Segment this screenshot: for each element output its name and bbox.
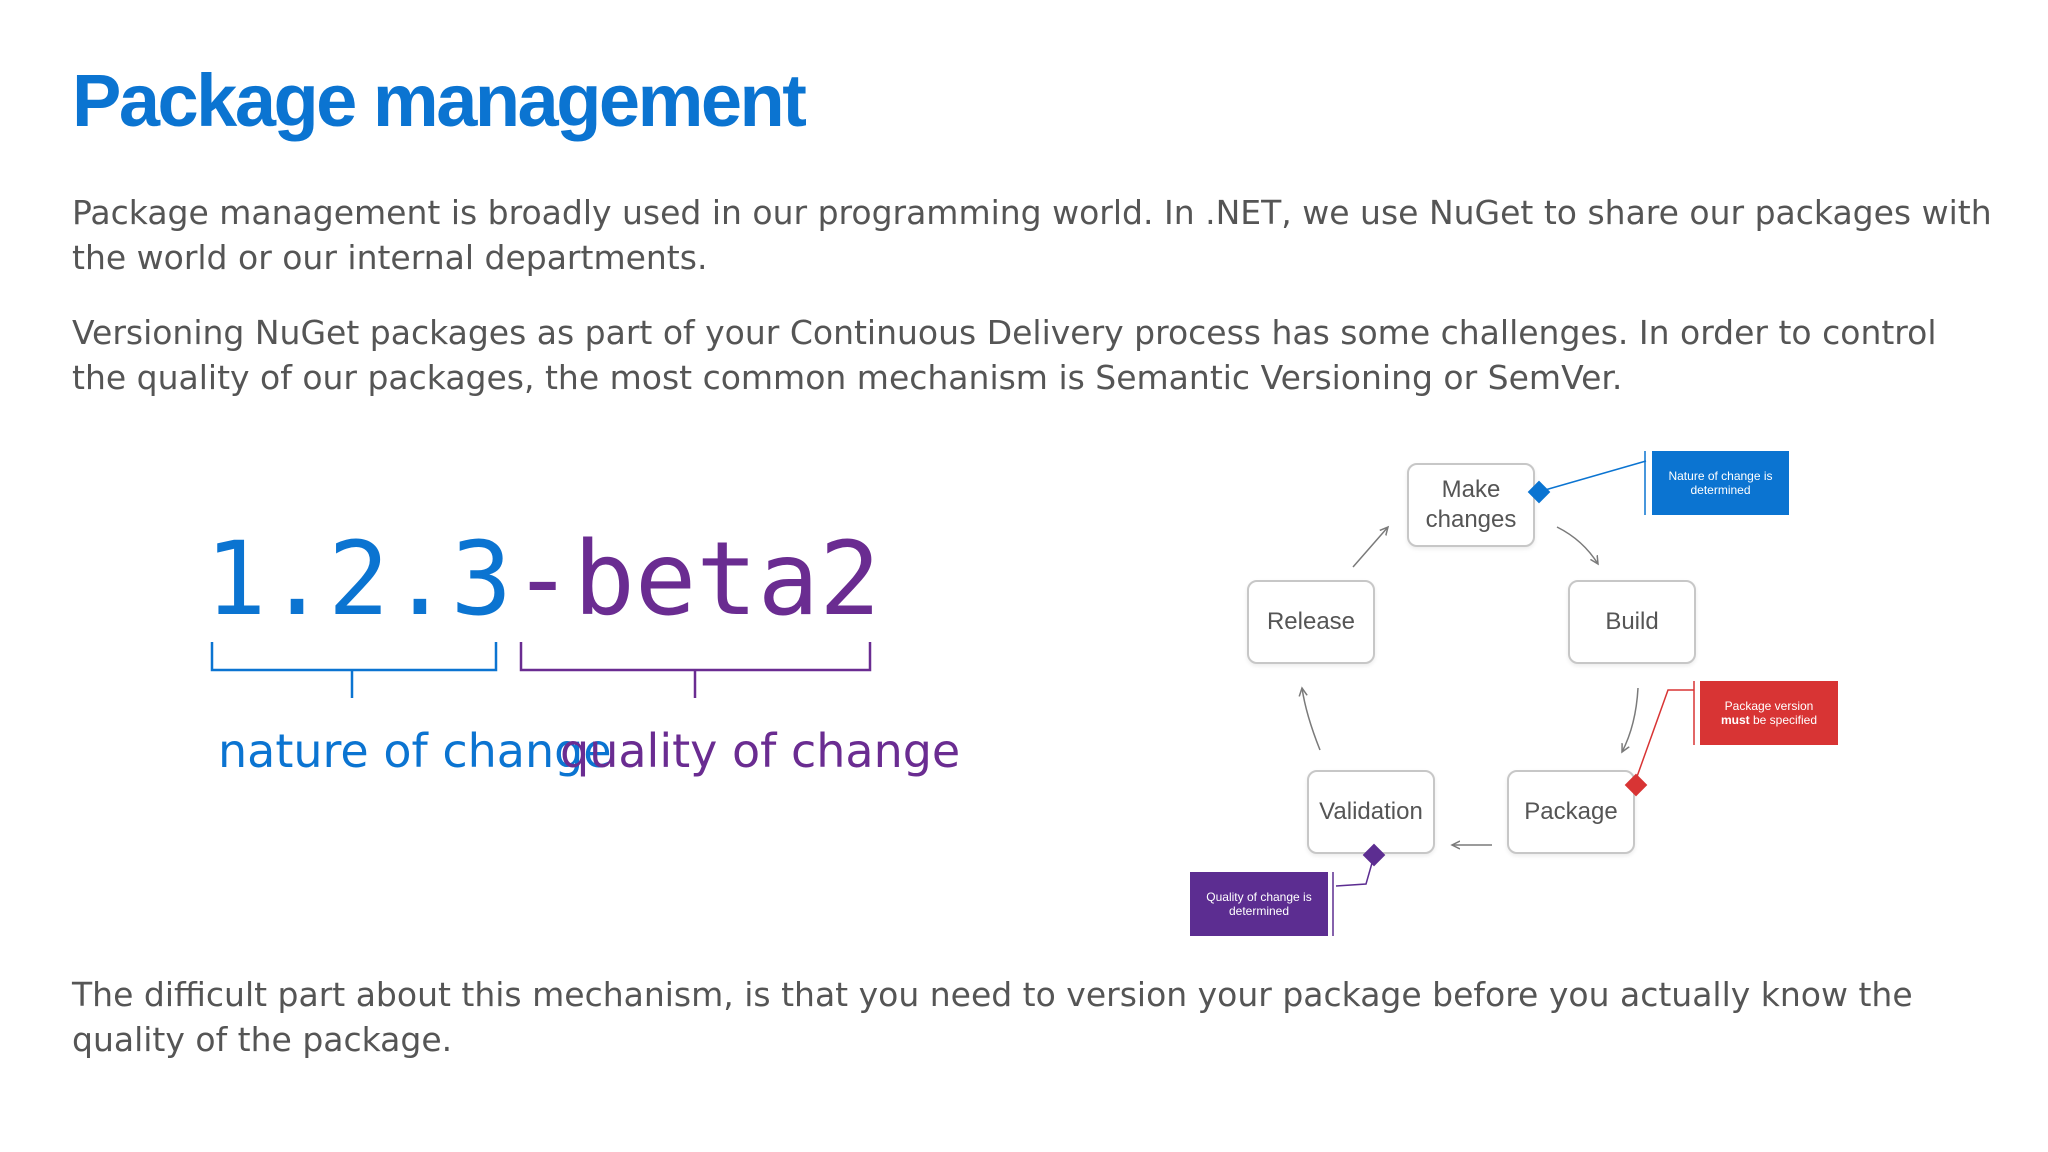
step-package: Package	[1507, 770, 1635, 854]
page-title: Package management	[72, 59, 805, 142]
nature-of-change-label: nature of change	[218, 724, 612, 778]
version-prerelease: -beta2	[512, 520, 881, 639]
version-diamond-icon	[1625, 774, 1648, 797]
step-release: Release	[1247, 580, 1375, 664]
step-validation: Validation	[1307, 770, 1435, 854]
step-build: Build	[1568, 580, 1696, 664]
nature-callout: Nature of change is determined	[1652, 451, 1789, 515]
version-callout-must: must	[1720, 713, 1750, 727]
quality-diamond-icon	[1363, 844, 1386, 867]
quality-callout: Quality of change is determined	[1190, 872, 1328, 936]
version-callout	[1700, 681, 1838, 745]
closing-paragraph: The difficult part about this mechanism, is that you need to version your package before you actually know the quality of the package.	[72, 975, 1913, 1059]
quality-of-change-label: quality of change	[560, 724, 961, 778]
version-number: 1.2.3	[205, 520, 513, 639]
intro-paragraph: Package management is broadly used in our programming world. In .NET, we use NuGet to share our packages with the world or our internal departments.	[72, 193, 1992, 277]
version-callout-prefix: Package version	[1724, 699, 1814, 713]
version-callout-suffix: be specified	[1752, 713, 1818, 727]
nature-diamond-icon	[1528, 481, 1551, 504]
step-make-changes: Make changes	[1407, 463, 1535, 547]
versioning-paragraph: Versioning NuGet packages as part of your Continuous Delivery process has some challenges. In order to control the quality of our packages, the most common mechanism is Semantic Versioning or SemVer.	[72, 313, 1937, 397]
